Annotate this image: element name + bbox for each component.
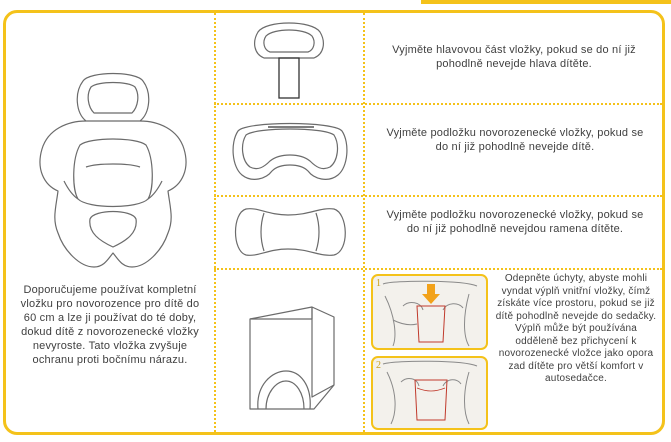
full-insert-drawing xyxy=(28,69,198,274)
top-rule-gap xyxy=(0,0,405,3)
row-divider-1 xyxy=(214,103,662,105)
inner-filler-drawing xyxy=(242,301,340,413)
photo-step-2 xyxy=(371,356,488,430)
head-part-drawing xyxy=(244,18,334,100)
step-1-text: Vyjměte hlavovou část vložky, pokud se do ní již pohodlně nevejde hlava dítěte. xyxy=(392,44,636,70)
seat-pad-drawing xyxy=(228,113,352,189)
instruction-panel xyxy=(3,10,665,435)
step-4-text: Odepněte úchyty, abyste mohli vyndat výplň vnitřní vložky, čímž získáte více prostoru, pokud se již dítě pohodlně nevejde do sedačky. Výplň může být používána odděleně bez přichycení k novorozenecké vložce jako opora zad dítěte pro větší komfort v autosedačce. xyxy=(495,273,657,384)
unbuckle-illustration xyxy=(373,276,486,348)
top-rule xyxy=(0,0,671,3)
shoulder-pad-drawing xyxy=(228,201,352,263)
intro-text: Doporučujeme používat kompletní vložku pro novorozence pro dítě do 60 cm a lze ji používat do té doby, dokud dítě z novorozenecké vložky nevyroste. Tato vložka zvyšuje ochranu proti bočnímu nárazu. xyxy=(20,284,200,366)
photo-number-1: 1 xyxy=(376,278,381,289)
row-divider-3 xyxy=(214,268,662,270)
photo-step-1 xyxy=(371,274,488,350)
remove-filler-illustration xyxy=(373,358,486,428)
step-2-text: Vyjměte podložku novorozenecké vložky, pokud se do ní již pohodlně nevejde dítě. xyxy=(386,127,644,153)
row-divider-2 xyxy=(214,195,662,197)
top-rule-accent xyxy=(421,0,671,4)
column-divider-left xyxy=(214,13,216,432)
photo-number-2: 2 xyxy=(376,360,381,371)
step-3-text: Vyjměte podložku novorozenecké vložky, pokud se do ní již pohodlně nevejdou ramena dítěte. xyxy=(386,209,644,235)
column-divider-right xyxy=(363,13,365,432)
